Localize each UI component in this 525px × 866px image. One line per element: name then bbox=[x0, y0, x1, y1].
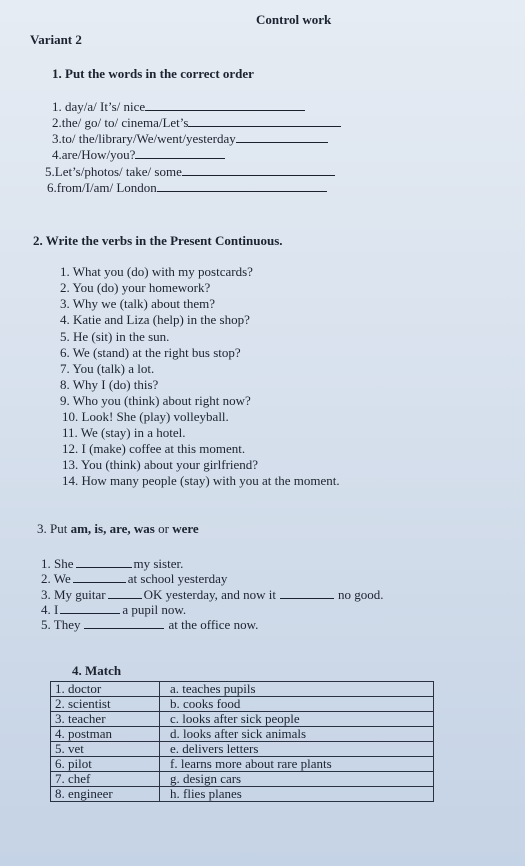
section-2-heading: 2. Write the verbs in the Present Continuous. bbox=[33, 233, 283, 248]
list-item: 10. Look! She (play) volleyball. bbox=[62, 409, 229, 424]
item-text: at the office now. bbox=[168, 617, 259, 632]
list-item bbox=[41, 571, 227, 586]
list-item: 2. You (do) your homework? bbox=[60, 280, 211, 295]
item-text: OK yesterday, and now it bbox=[143, 587, 277, 602]
item-text: at school yesterday bbox=[127, 571, 228, 586]
section-4-heading: 4. Match bbox=[72, 663, 122, 678]
table-cell: e. delivers letters bbox=[160, 742, 434, 757]
item-text: no good. bbox=[338, 587, 384, 602]
list-item: 8. Why I (do) this? bbox=[60, 377, 159, 392]
table-cell: 1. doctor bbox=[51, 682, 160, 697]
table-row bbox=[51, 712, 434, 727]
item-text: 5.Let’s/photos/ take/ some bbox=[45, 164, 182, 179]
table-cell: b. cooks food bbox=[160, 697, 434, 712]
list-item: 1. What you (do) with my postcards? bbox=[60, 264, 253, 279]
table-cell: 4. postman bbox=[51, 727, 160, 742]
item-text: 1. She bbox=[41, 556, 74, 571]
item-text: 6.from/I/am/ London bbox=[47, 180, 157, 195]
list-item: 4. Katie and Liza (help) in the shop? bbox=[60, 312, 250, 327]
item-text: a pupil now. bbox=[122, 602, 187, 617]
table-cell: 8. engineer bbox=[51, 787, 160, 802]
heading-bold-word: were bbox=[172, 521, 199, 536]
section-1-heading: 1. Put the words in the correct order bbox=[52, 66, 254, 81]
table-cell: 5. vet bbox=[51, 742, 160, 757]
list-item: 3. Why we (talk) about them? bbox=[60, 296, 215, 311]
table-row bbox=[51, 682, 434, 697]
table-cell: 7. chef bbox=[51, 772, 160, 787]
table-row bbox=[51, 772, 434, 787]
list-item bbox=[41, 556, 183, 571]
list-item: 14. How many people (stay) with you at the moment. bbox=[62, 473, 340, 488]
table-row bbox=[51, 697, 434, 712]
item-text: 4.are/How/you? bbox=[52, 147, 136, 162]
table-cell: 3. teacher bbox=[51, 712, 160, 727]
list-item: 9. Who you (think) about right now? bbox=[60, 393, 251, 408]
table-row bbox=[51, 787, 434, 802]
list-item bbox=[41, 617, 258, 632]
heading-text: 3. Put bbox=[37, 521, 71, 536]
list-item: 5. He (sit) in the sun. bbox=[60, 329, 170, 344]
table-cell: a. teaches pupils bbox=[160, 682, 434, 697]
table-cell: 2. scientist bbox=[51, 697, 160, 712]
table-cell: f. learns more about rare plants bbox=[160, 757, 434, 772]
list-item bbox=[52, 147, 225, 162]
item-text: 5. They bbox=[41, 617, 81, 632]
list-item bbox=[41, 587, 384, 602]
match-table bbox=[50, 681, 434, 802]
list-item: 12. I (make) coffee at this moment. bbox=[62, 441, 246, 456]
heading-text: or bbox=[154, 521, 173, 536]
table-cell: g. design cars bbox=[160, 772, 434, 787]
heading-bold-words: am, is, are, was bbox=[70, 521, 155, 536]
item-text: 4. I bbox=[41, 602, 59, 617]
item-text: 2. We bbox=[41, 571, 71, 586]
item-text: 2.the/ go/ to/ cinema/Let’s bbox=[52, 115, 189, 130]
item-text: 1. day/a/ It’s/ nice bbox=[52, 99, 146, 114]
list-item: 6. We (stand) at the right bus stop? bbox=[60, 345, 241, 360]
variant-label: Variant 2 bbox=[30, 32, 82, 47]
list-item bbox=[52, 99, 305, 114]
table-cell: c. looks after sick people bbox=[160, 712, 434, 727]
list-item: 13. You (think) about your girlfriend? bbox=[62, 457, 259, 472]
table-row bbox=[51, 742, 434, 757]
section-3-heading bbox=[37, 521, 199, 536]
table-cell: h. flies planes bbox=[160, 787, 434, 802]
table-cell: d. looks after sick animals bbox=[160, 727, 434, 742]
list-item bbox=[52, 115, 341, 130]
list-item bbox=[52, 131, 328, 146]
list-item bbox=[47, 180, 327, 195]
table-row bbox=[51, 757, 434, 772]
item-text: 3.to/ the/library/We/went/yesterday bbox=[52, 131, 236, 146]
list-item bbox=[45, 164, 335, 179]
list-item bbox=[41, 602, 186, 617]
list-item: 7. You (talk) a lot. bbox=[60, 361, 155, 376]
table-row bbox=[51, 727, 434, 742]
item-text: 3. My guitar bbox=[41, 587, 106, 602]
item-text: my sister. bbox=[133, 556, 184, 571]
list-item: 11. We (stay) in a hotel. bbox=[62, 425, 186, 440]
table-cell: 6. pilot bbox=[51, 757, 160, 772]
document-title: Control work bbox=[256, 12, 332, 27]
